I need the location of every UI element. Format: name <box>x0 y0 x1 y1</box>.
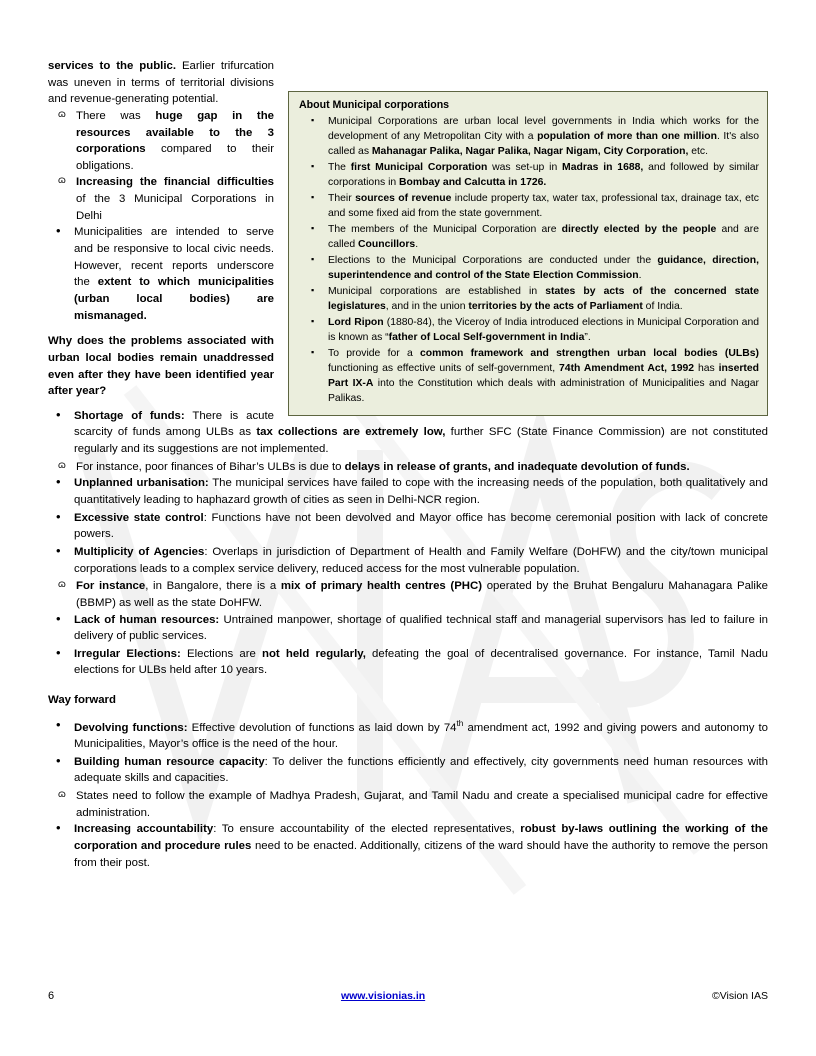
page-number: 6 <box>48 990 55 1002</box>
question-heading: Why does the problems associated with urban local bodies remain unaddressed even after they have been identified year after year? <box>48 335 274 398</box>
list-item: • Unplanned urbanisation: The municipal services have failed to cope with the increasing needs of the population, both qualitatively and quantitatively leading to haphazard growth of cities as seen in Delhi-NCR region. <box>48 475 768 508</box>
list-item: ɷ Increasing the financial difficulties of the 3 Municipal Corporations in Delhi <box>48 174 768 224</box>
list-item: ɷ For instance, in Bangalore, there is a mix of primary health centres (PHC) operated by the Bruhat Bengaluru Mahanagara Palike (BBMP) as well as the state DoHFW. <box>48 578 768 611</box>
way-forward-list-cont <box>48 821 768 871</box>
municipalities-bullet-list <box>48 224 768 324</box>
way-forward-heading: Way forward <box>48 694 116 707</box>
list-item: • Shortage of funds: There is acute scarcity of funds among ULBs as tax collections are extremely low, further SFC (State Finance Commission) are not constituted regularly and its suggestions are not implemented. <box>48 408 768 458</box>
about-box-item: ▪ To provide for a common framework and strengthen urban local bodies (ULBs) functioning as effective units of self-government, 74th Amendment Act, 1992 has inserted Part IX-A into the Constitution which deals with administration of Municipalities and Nagar Palikas. <box>297 347 759 407</box>
list-item: • Excessive state control: Functions have not been devolved and Mayor office has become ceremonial position with lack of concrete powers. <box>48 510 768 543</box>
intro-subbullet-list <box>48 108 768 224</box>
way-forward-list <box>48 718 768 787</box>
about-box-item: ▪ Elections to the Municipal Corporations are conducted under the guidance, direction, superintendence and control of the State Election Commission. <box>297 254 759 284</box>
multiplicity-sublist <box>48 578 768 611</box>
shortage-of-funds-sublist <box>48 459 768 476</box>
shortage-of-funds-list <box>48 408 768 458</box>
paragraph-rest: Earlier trifurcation was uneven in terms of territorial divisions and revenue-generating potential. <box>48 60 274 106</box>
list-item: • Municipalities are intended to serve and be responsive to local civic needs. However, recent reports underscore the extent to which municipalities (urban local bodies) are mismanaged. <box>48 224 768 324</box>
about-box-item: ▪ The members of the Municipal Corporation are directly elected by the people and are called Councillors. <box>297 223 759 253</box>
way-forward-sublist <box>48 788 768 821</box>
list-item: ɷ There was huge gap in the resources available to the 3 corporations compared to their obligations. <box>48 108 768 175</box>
list-item: • Irregular Elections: Elections are not held regularly, defeating the goal of decentralised governance. For instance, Tamil Nadu elections for ULBs held after 10 years. <box>48 646 768 679</box>
list-item: • Devolving functions: Effective devolution of functions as laid down by 74th amendment act, 1992 and giving powers and autonomy to Municipalities, Mayor’s office is the need of the hour. <box>48 718 768 753</box>
paragraph-bold-lead: services to the public. <box>48 60 176 72</box>
page-content <box>48 58 768 872</box>
list-item: • Multiplicity of Agencies: Overlaps in jurisdiction of Department of Health and Family Welfare (DoHFW) and the city/town municipal corporations leads to a complex service delivery, reduced access for the most vulnerable population. <box>48 544 768 577</box>
website-link[interactable]: www.visionias.in <box>340 990 426 1002</box>
list-item: • Lack of human resources: Untrained manpower, shortage of qualified technical staff and managerial supervisors has led to failure in delivery of public services. <box>48 612 768 645</box>
page-footer <box>48 990 768 1002</box>
list-item: • Increasing accountability: To ensure accountability of the elected representatives, robust by-laws outlining the working of the corporation and procedure rules need to be enacted. Additionally, citizens of the ward should have the authority to remove the person from their post. <box>48 821 768 871</box>
about-box-item: ▪ The first Municipal Corporation was set-up in Madras in 1688, and followed by similar corporations in Bombay and Calcutta in 1726. <box>297 161 759 191</box>
copyright-text: ©Vision IAS <box>712 990 768 1002</box>
about-box-item: ▪ Lord Ripon (1880-84), the Viceroy of India introduced elections in Municipal Corporation and is known as “father of Local Self-government in India”. <box>297 316 759 346</box>
about-box-item: ▪ Municipal corporations are established in states by acts of the concerned state legislatures, and in the union territories by the acts of Parliament of India. <box>297 285 759 315</box>
list-item: ɷ For instance, poor finances of Bihar’s ULBs is due to delays in release of grants, and inadequate devolution of funds. <box>48 459 768 476</box>
problems-list-cont <box>48 612 768 680</box>
about-box-item: ▪ Municipal Corporations are urban local level governments in India which works for the development of any Metropolitan City with a population of more than one million. It's also called as Mahanagar Palika, Nagar Palika, Nagar Nigam, City Corporation, etc. <box>297 115 759 160</box>
list-item: ɷ States need to follow the example of Madhya Pradesh, Gujarat, and Tamil Nadu and create a specialised municipal cadre for effective administration. <box>48 788 768 821</box>
about-box-title: About Municipal corporations <box>299 99 450 111</box>
about-box-item: ▪ Their sources of revenue include property tax, water tax, professional tax, drainage tax, etc and some fixed aid from the state government. <box>297 192 759 222</box>
problems-list <box>48 475 768 577</box>
list-item: • Building human resource capacity: To deliver the functions efficiently and effectively, city governments need human resources with adequate skills and capacities. <box>48 754 768 787</box>
